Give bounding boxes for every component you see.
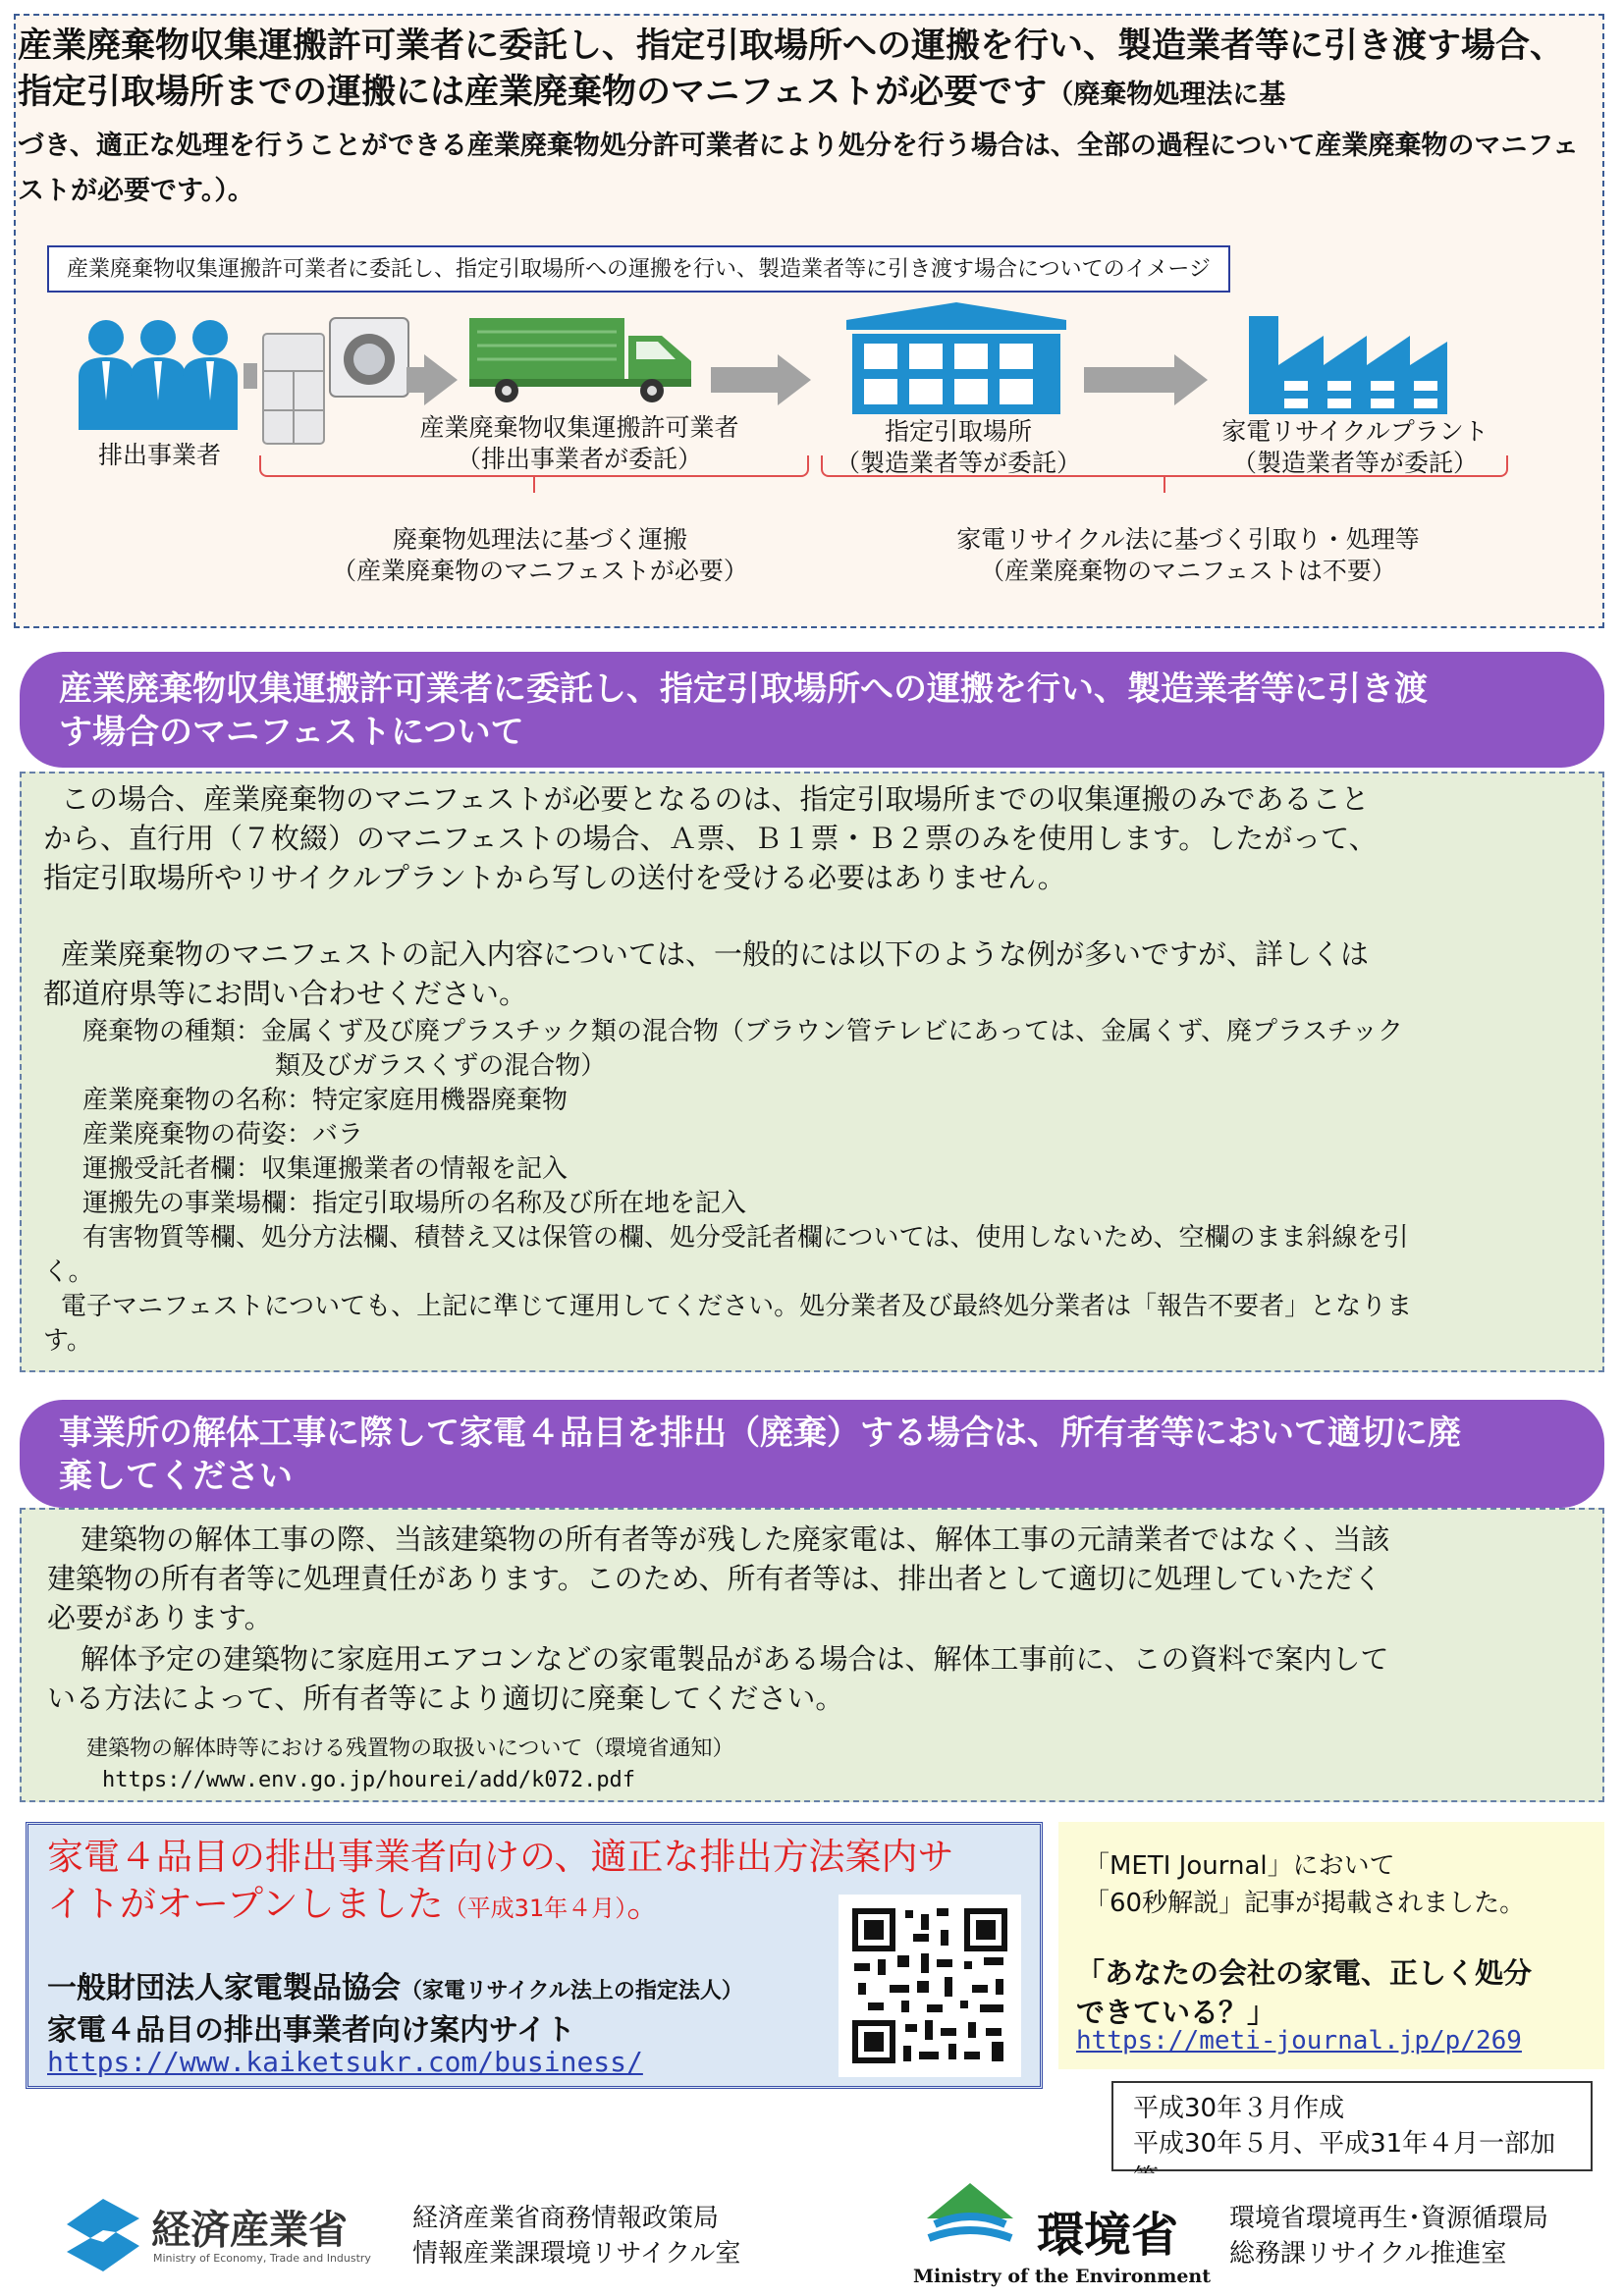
list-item: 運搬先の事業場欄：指定引取場所の名称及び所在地を記入 [82, 1189, 747, 1218]
arrow-shaft [711, 367, 780, 393]
carrier-label: 産業廃棄物収集運搬許可業者 （排出事業者が委託） [419, 413, 739, 473]
meti-journal-link[interactable]: https://meti-journal.jp/p/269 [1076, 2026, 1522, 2056]
meti-department: 経済産業省商務情報政策局 情報産業課環境リサイクル室 [412, 2204, 741, 2269]
list-item: 類及びガラスくずの混合物） [275, 1051, 607, 1081]
list-item: 運搬受託者欄：収集運搬業者の情報を記入 [82, 1154, 568, 1184]
diagram-caption: 産業廃棄物収集運搬許可業者に委託し、指定引取場所への運搬を行い、製造業者等に引き渡す場合についてのイメージ [47, 245, 1230, 293]
section2-paragraph2: 解体予定の建築物に家庭用エアコンなどの家電製品がある場合は、解体工事前に、この資料で案内して いる方法によって、所有者等により適切に廃棄してください。 [47, 1642, 1389, 1715]
reference-title: 建築物の解体時等における残置物の取扱いについて（環境省通知） [86, 1736, 734, 1761]
kaden-site-link[interactable]: https://www.kaiketsukr.com/business/ [47, 2046, 643, 2078]
kaden-org: 一般財団法人家電製品協会（家電リサイクル法上の指定法人） 家電４品目の排出事業者向け案内サイト [47, 1971, 743, 2048]
reference-url[interactable]: https://www.env.go.jp/hourei/add/k072.pdf [102, 1768, 636, 1792]
manifest-items-list [82, 1015, 1595, 1255]
list-item: 産業廃棄物の荷姿：バラ [82, 1120, 364, 1149]
arrow-shaft [406, 367, 426, 393]
collection-site-label: 指定引取場所 （製造業者等が委託） [835, 417, 1081, 477]
law1-label: 廃棄物処理法に基づく運搬 （産業廃棄物のマニフェストが必要） [332, 525, 748, 585]
arrow-shaft [1084, 367, 1176, 393]
washing-machine-icon [328, 316, 410, 399]
meti-logo: 経済産業省 Ministry of Economy, Trade and Industry [51, 2177, 405, 2293]
section1-banner: 産業廃棄物収集運搬許可業者に委託し、指定引取場所への運搬を行い、製造業者等に引き渡 す場合のマニフェストについて [20, 652, 1604, 768]
meti-journal-text: 「METI Journal」において 「60秒解説」記事が掲載されました。 [1084, 1851, 1526, 1918]
brace-tick [1164, 477, 1165, 493]
top-heading: 産業廃棄物収集運搬許可業者に委託し、指定引取場所への運搬を行い、製造業者等に引き渡す場合、指定引取場所までの運搬には産業廃棄物のマニフェストが必要です（廃棄物処理法に基 [18, 27, 1565, 112]
manifest-items-cont: く。 電子マニフェストについても、上記に準じて運用してください。処分業者及び最終処分業者は「報告不要者」となりま す。 [43, 1257, 1413, 1356]
env-department: 環境省環境再生･資源循環局 総務課リサイクル推進室 [1229, 2204, 1549, 2269]
revision-date-box [1111, 2081, 1593, 2171]
section2-paragraph1: 建築物の解体工事の際、当該建築物の所有者等が残した廃家電は、解体工事の元請業者ではなく、当該 建築物の所有者等に処理責任があります。このため、所有者等は、排出者として適切に処理していただく 必要があります。 [47, 1522, 1390, 1634]
section2-banner: 事業所の解体工事に際して家電４品目を排出（廃棄）する場合は、所有者等において適切に廃 棄してください [20, 1400, 1604, 1508]
reference-note [86, 1734, 734, 1796]
revised-date: 平成30年５月、平成31年４月一部加 [1133, 2129, 1556, 2159]
top-heading-note: （廃棄物処理法に基 [1047, 80, 1286, 110]
section1-paragraph1: この場合、産業廃棄物のマニフェストが必要となるのは、指定引取場所までの収集運搬のみであること から、直行用（７枚綴）のマニフェストの場合、Ａ票、Ｂ１票・Ｂ２票のみを使用します。したがって、 指定引取場所やリサイクルプラントから写しの送付を受ける必要はありません。 [43, 782, 1378, 894]
refrigerator-icon [261, 332, 326, 446]
list-item: 有害物質等欄、処分方法欄、積替え又は保管の欄、処分受託者欄については、使用しないため、空欄のまま斜線を引 [82, 1223, 1409, 1253]
truck-icon [467, 316, 695, 404]
brace-right [821, 455, 1508, 477]
meti-journal-quote: 「あなたの会社の家電、正しく処分 できている？」 [1076, 1956, 1533, 2029]
factory-icon [1245, 296, 1451, 416]
arrow-icon [1174, 354, 1208, 405]
top-heading-note-cont: づき、適正な処理を行うことができる産業廃棄物処分許可業者により処分を行う場合は、全部の過程について産業廃棄物のマニフェストが必要です。）。 [18, 131, 1580, 206]
building-icon [839, 300, 1074, 416]
created-date: 平成30年３月作成 [1133, 2094, 1345, 2123]
env-logo-icon [915, 2179, 1025, 2252]
env-logo: 環境省 Ministry of the Environment [907, 2173, 1204, 2293]
list-item: 廃棄物の種類：金属くず及び廃プラスチック類の混合物（ブラウン管テレビにあっては、金属くず、廃プラスチック [82, 1017, 1403, 1046]
meti-logo-icon [65, 2197, 141, 2273]
arrow-icon [424, 354, 458, 405]
qr-code[interactable] [839, 1895, 1021, 2077]
list-item: 産業廃棄物の名称：特定家庭用機器廃棄物 [82, 1086, 568, 1115]
section1-paragraph2: 産業廃棄物のマニフェストの記入内容については、一般的には以下のような例が多いですが、詳しくは 都道府県等にお問い合わせください。 [43, 937, 1369, 1010]
recycle-plant-label: 家電リサイクルプラント （製造業者等が委託） [1221, 417, 1489, 477]
people-icon [77, 316, 240, 432]
arrow-icon [778, 354, 811, 405]
discharger-label: 排出事業者 [98, 441, 222, 469]
kaden-site-headline: 家電４品目の排出事業者向けの、適正な排出方法案内サ イトがオープンしました（平成31年４月）。 [47, 1836, 954, 1925]
arrow-shaft [244, 363, 257, 389]
brace-tick [533, 477, 535, 493]
brace-left [259, 455, 809, 477]
law2-label: 家電リサイクル法に基づく引取り・処理等 （産業廃棄物のマニフェストは不要） [956, 525, 1420, 585]
